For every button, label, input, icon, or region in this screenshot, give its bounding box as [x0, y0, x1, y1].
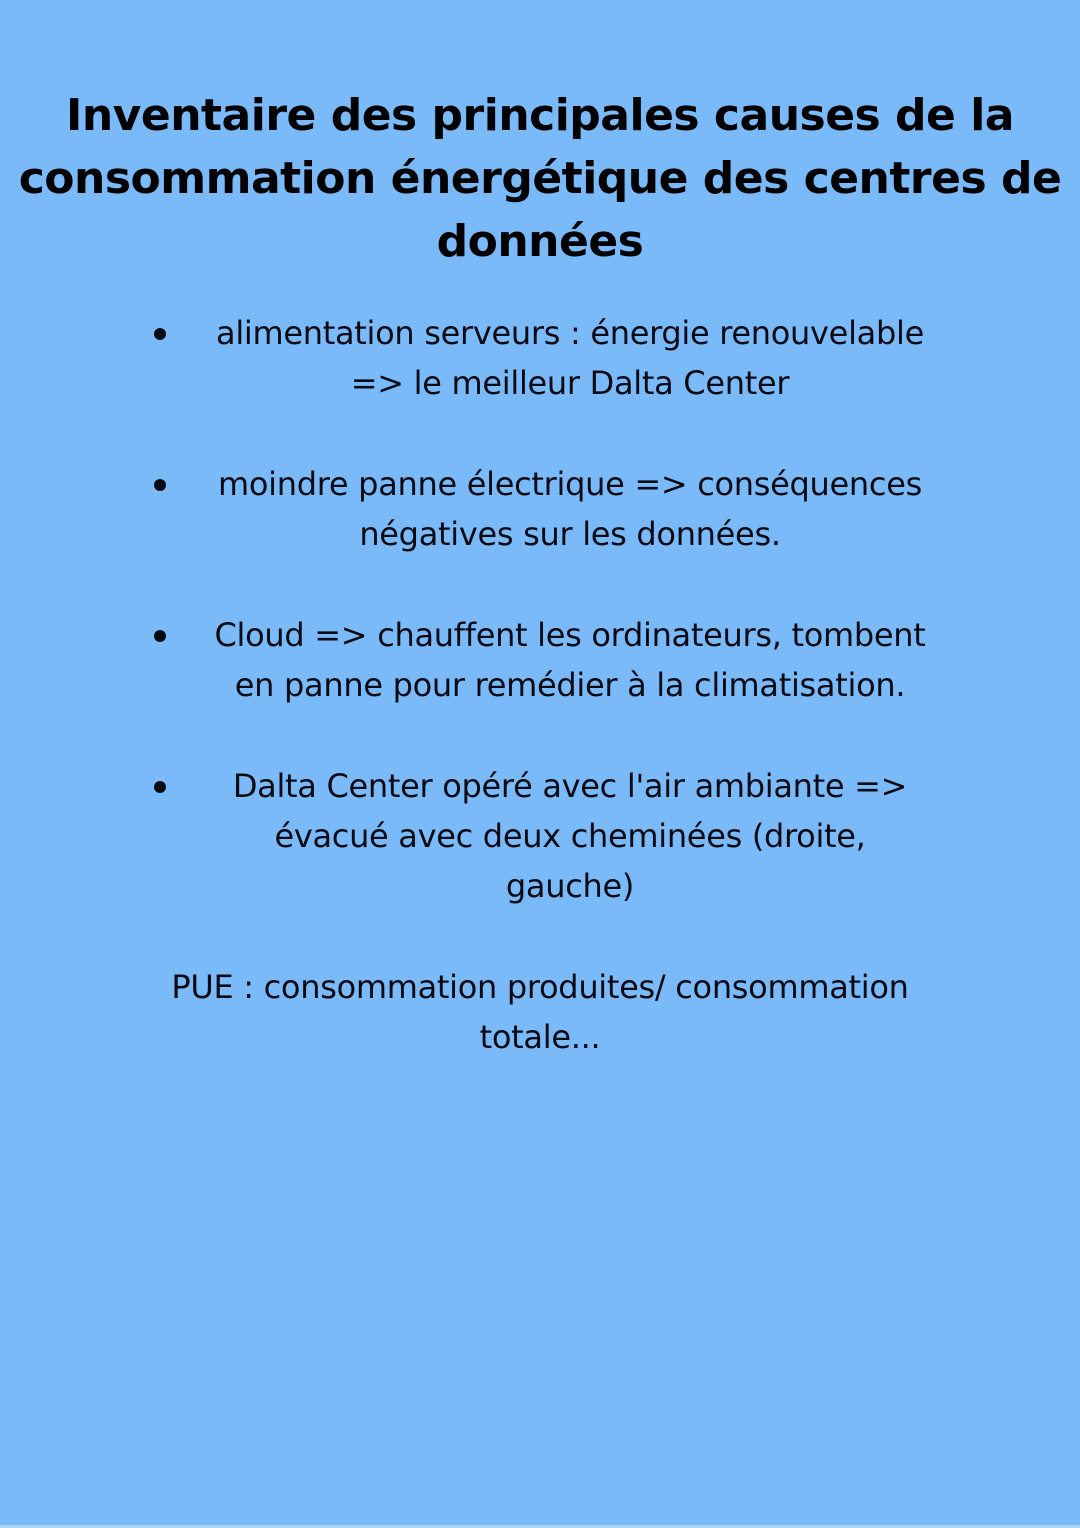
bullet-line: négatives sur les données.: [359, 515, 781, 553]
pue-definition: [110, 962, 970, 1062]
pue-line: totale...: [479, 1018, 601, 1056]
bullet-line: évacué avec deux cheminées (droite,: [274, 817, 866, 855]
bullet-item: [140, 610, 960, 710]
bullet-text: [180, 308, 960, 408]
bullet-line: gauche): [505, 867, 635, 905]
bullet-text: [180, 761, 960, 911]
title-line: Inventaire des principales causes de la: [65, 90, 1014, 141]
title-line: consommation énergétique des centres de: [18, 153, 1062, 204]
bullet-text: [180, 459, 960, 559]
bullet-item: [140, 308, 960, 408]
bullet-item: [140, 459, 960, 559]
bullet-item: [140, 761, 960, 911]
bullet-line: moindre panne électrique => conséquences: [218, 465, 922, 503]
bullet-icon: [154, 781, 166, 793]
bullet-icon: [154, 328, 166, 340]
bullet-line: Dalta Center opéré avec l'air ambiante =>: [232, 767, 908, 805]
bullet-line: en panne pour remédier à la climatisation.: [234, 666, 906, 704]
bullet-text: [180, 610, 960, 710]
bullet-line: Cloud => chauffent les ordinateurs, tombent: [214, 616, 926, 654]
pue-line: PUE : consommation produites/ consommation: [171, 968, 909, 1006]
bullet-line: => le meilleur Dalta Center: [350, 364, 790, 402]
title-line: données: [436, 216, 644, 267]
bullet-icon: [154, 630, 166, 642]
page-title: [0, 84, 1080, 273]
bullet-icon: [154, 479, 166, 491]
bullet-line: alimentation serveurs : énergie renouvelable: [216, 314, 924, 352]
